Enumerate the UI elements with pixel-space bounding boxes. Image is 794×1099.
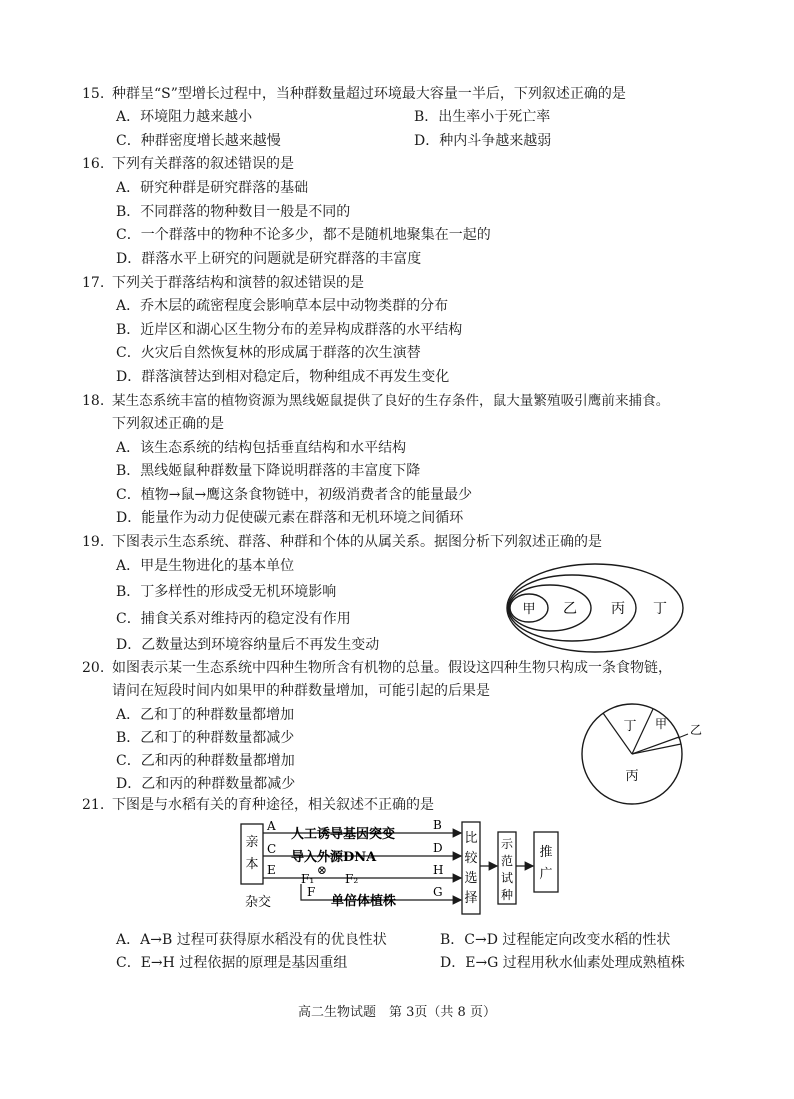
question-18-number: 18. <box>82 393 105 409</box>
select-char-3: 选 <box>464 871 478 886</box>
row3-left: E <box>267 863 276 877</box>
promote-char-1: 推 <box>539 845 553 860</box>
select-char-4: 择 <box>464 891 478 906</box>
demo-char-3: 试 <box>500 871 514 885</box>
nested-ellipses-figure <box>500 560 690 656</box>
question-21-number: 21. <box>82 797 105 813</box>
breeding-flow-figure <box>235 818 575 918</box>
selfing-symbol: ⊗ <box>317 863 328 877</box>
pie-pointer <box>678 734 688 738</box>
select-char-2: 较 <box>464 851 478 866</box>
question-16-stem: 下列有关群落的叙述错误的是 <box>112 156 294 172</box>
question-21-stem: 下图是与水稻有关的育种途径，相关叙述不正确的是 <box>112 797 434 813</box>
q17-option-c: C．火灾后自然恢复林的形成属于群落的次生演替 <box>116 345 421 361</box>
q16-option-a: A．研究种群是研究群落的基础 <box>116 180 309 196</box>
row1-right: B <box>433 818 442 832</box>
promote-box <box>534 832 558 892</box>
question-20-stem-2: 请问在短段时间内如果甲的种群数量增加，可能引起的后果是 <box>112 683 490 699</box>
source-char-2: 本 <box>245 857 259 872</box>
row3-f2: F₂ <box>345 872 359 886</box>
question-19-stem: 下图表示生态系统、群落、种群和个体的从属关系。据图分析下列叙述正确的是 <box>112 534 602 550</box>
question-15-stem: 种群呈“S”型增长过程中，当种群数量超过环境最大容量一半后，下列叙述正确的是 <box>112 86 626 102</box>
source-box <box>241 824 263 884</box>
question-17-number: 17. <box>82 275 105 291</box>
question-16-number: 16. <box>82 156 105 172</box>
q15-option-d: D．种内斗争越来越弱 <box>414 133 552 149</box>
q18-option-c: C．植物→鼠→鹰这条食物链中，初级消费者含的能量最少 <box>116 487 473 503</box>
q21-option-a: A．A→B 过程可获得原水稻没有的优良性状 <box>116 932 387 948</box>
pie-label-bing: 丙 <box>625 769 639 784</box>
ellipse-yi <box>509 585 591 631</box>
q19-option-c: C．捕食关系对维持丙的稳定没有作用 <box>116 611 351 627</box>
select-char-1: 比 <box>464 831 478 846</box>
demo-char-1: 示 <box>500 837 514 851</box>
q17-option-d: D．群落演替达到相对稳定后，物种组成不再发生变化 <box>116 369 450 385</box>
q17-option-b: B．近岸区和湖心区生物分布的差异构成群落的水平结构 <box>116 322 463 338</box>
row2-text: 导入外源DNA <box>291 850 377 865</box>
demo-char-2: 范 <box>500 854 514 868</box>
row1-left: A <box>267 819 276 833</box>
row4-right: G <box>433 885 443 899</box>
q19-option-a: A．甲是生物进化的基本单位 <box>116 558 295 574</box>
pie-label-yi: 乙 <box>689 723 703 737</box>
demo-char-4: 种 <box>500 888 514 902</box>
q19-option-b: B．丁多样性的形成受无机环境影响 <box>116 584 337 600</box>
row1-text: 人工诱导基因突变 <box>291 827 396 842</box>
label-jia: 甲 <box>522 602 536 617</box>
row3-f1: F₁ <box>301 872 315 886</box>
row4-text: 单倍体植株 <box>331 894 397 909</box>
q19-option-d: D．乙数量达到环境容纳量后不再发生变动 <box>116 637 380 653</box>
q17-option-a: A．乔木层的疏密程度会影响草本层中动物类群的分布 <box>116 298 449 314</box>
question-20-stem: 如图表示某一生态系统中四种生物所含有机物的总量。假设这四种生物只构成一条食物链， <box>112 660 672 676</box>
q15-option-b: B．出生率小于死亡率 <box>414 109 551 125</box>
q16-option-c: C．一个群落中的物种不论多少，都不是随机地聚集在一起的 <box>116 227 491 243</box>
label-bing: 丙 <box>611 601 625 617</box>
pie-figure <box>570 700 720 812</box>
page-footer: 高二生物试题 第 3页（共 8 页） <box>298 1005 496 1020</box>
question-17-stem: 下列关于群落结构和演替的叙述错误的是 <box>112 275 364 291</box>
label-yi: 乙 <box>563 601 577 617</box>
row4-left: F <box>307 885 316 899</box>
q21-option-b: B．C→D 过程能定向改变水稻的性状 <box>440 932 671 948</box>
q15-option-a: A．环境阻力越来越小 <box>116 109 253 125</box>
q16-option-d: D．群落水平上研究的问题就是研究群落的丰富度 <box>116 251 422 267</box>
label-ding: 丁 <box>653 601 667 617</box>
q18-option-b: B．黑线姬鼠种群数量下降说明群落的丰富度下降 <box>116 463 421 479</box>
question-18-stem-2: 下列叙述正确的是 <box>112 416 224 432</box>
question-18-stem: 某生态系统丰富的植物资源为黑线姬鼠提供了良好的生存条件，鼠大量繁殖吸引鹰前来捕食。 <box>112 393 670 409</box>
cross-label: 杂交 <box>245 895 272 910</box>
row2-right: D <box>433 841 443 855</box>
pie-label-ding: 丁 <box>623 719 637 734</box>
q20-option-c: C．乙和丙的种群数量都增加 <box>116 753 295 769</box>
row2-left: C <box>267 842 277 856</box>
pie-label-jia: 甲 <box>654 717 668 731</box>
promote-char-2: 广 <box>539 867 553 882</box>
source-char-1: 亲 <box>245 835 259 850</box>
q18-option-a: A．该生态系统的结构包括垂直结构和水平结构 <box>116 440 407 456</box>
q21-option-c: C．E→H 过程依据的原理是基因重组 <box>116 955 348 971</box>
question-15-number: 15. <box>82 86 105 102</box>
q20-option-b: B．乙和丁的种群数量都减少 <box>116 730 295 746</box>
q20-option-d: D．乙和丙的种群数量都减少 <box>116 776 296 792</box>
row3-right: H <box>433 863 444 877</box>
q20-option-a: A．乙和丁的种群数量都增加 <box>116 707 295 723</box>
question-20-number: 20. <box>82 660 105 676</box>
q16-option-b: B．不同群落的物种数目一般是不同的 <box>116 204 351 220</box>
q21-option-d: D．E→G 过程用秋水仙素处理成熟植株 <box>440 955 685 971</box>
q18-option-d: D．能量作为动力促使碳元素在群落和无机环境之间循环 <box>116 510 464 526</box>
question-19-number: 19. <box>82 534 105 550</box>
q15-option-c: C．种群密度增长越来越慢 <box>116 133 281 149</box>
